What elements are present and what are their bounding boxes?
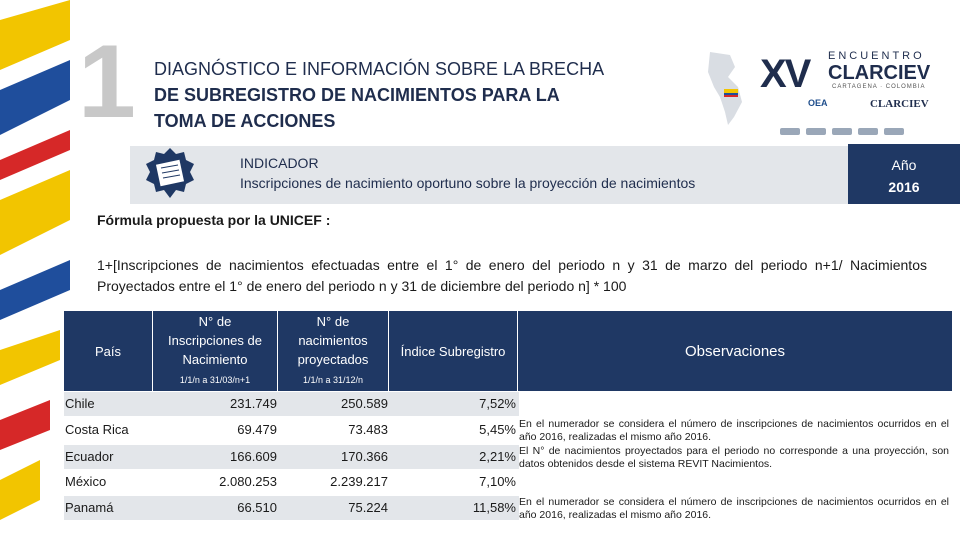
header-nacimientos	[278, 311, 388, 369]
cell-inscripciones: 2.080.253	[219, 474, 277, 489]
cell-inscripciones: 66.510	[237, 500, 277, 515]
cell-indice: 11,58%	[472, 500, 516, 515]
observation-panama: En el numerador se considera el número de inscripciones de nacimientos ocurridos en el año 2016, realizadas el mismo año 2016.	[519, 496, 949, 521]
year-value: 2016	[888, 179, 920, 195]
year-box	[848, 144, 960, 204]
observation-costa-rica: En el numerador se considera el número de inscripciones de nacimientos ocurridos en el año 2016, realizadas el mismo año 2016.	[519, 418, 949, 443]
header-observaciones-label: Observaciones	[684, 342, 786, 360]
header-inscripciones-line1: N° de	[198, 313, 232, 329]
logo-encuentro: ENCUENTRO	[828, 50, 925, 62]
observation-ecuador: El N° de nacimientos proyectados para el periodo no corresponde a una proyección, son datos obtenidos desde el sistema REVIT Nacimientos.	[519, 445, 949, 470]
header-nacimientos-range: 1/1/n a 31/12/n	[278, 369, 388, 391]
logo-numeral: XV	[760, 52, 810, 96]
title-line-2: DE SUBREGISTRO DE NACIMIENTOS PARA LA	[154, 85, 560, 105]
header-indice	[389, 311, 517, 391]
event-logo	[700, 42, 950, 138]
cell-indice: 7,52%	[479, 396, 516, 411]
cell-nacimientos: 73.483	[348, 422, 388, 437]
logo-oea: OEA	[808, 98, 828, 108]
header-pais-label: País	[94, 343, 121, 359]
header-nacimientos-line2: nacimientos	[298, 332, 368, 348]
americas-map-icon	[700, 47, 760, 127]
section-number: 1	[78, 24, 136, 140]
indicator-text: Inscripciones de nacimiento oportuno sobre la proyección de nacimientos	[240, 175, 696, 191]
cell-pais: Costa Rica	[65, 422, 129, 437]
cell-indice: 5,45%	[479, 422, 516, 437]
cell-nacimientos: 170.366	[341, 449, 388, 464]
cell-pais: Ecuador	[65, 449, 114, 464]
header-inscripciones	[153, 311, 277, 369]
cell-inscripciones: 231.749	[230, 396, 277, 411]
indicator-label: INDICADOR	[240, 155, 319, 171]
decorative-stripes	[0, 0, 70, 540]
header-observaciones	[518, 311, 952, 391]
cell-indice: 2,21%	[479, 449, 516, 464]
cell-indice: 7,10%	[479, 474, 516, 489]
header-nacimientos-line1: N° de	[316, 313, 350, 329]
cell-inscripciones: 69.479	[237, 422, 277, 437]
formula-heading: Fórmula propuesta por la UNICEF :	[97, 212, 331, 228]
page-title	[154, 56, 674, 134]
formula-text: 1+[Inscripciones de nacimientos efectuadas entre el 1° de enero del periodo n y 31 de marzo del periodo n+1/ Nacimientos Proyectados entre el 1° de enero del periodo n y 31 de diciembre del periodo n] * 100	[97, 257, 927, 294]
logo-city: CARTAGENA · COLOMBIA	[832, 84, 926, 90]
header-inscripciones-line3: Nacimiento	[182, 351, 248, 367]
sponsor-logos	[780, 120, 950, 132]
cell-pais: Chile	[65, 396, 95, 411]
cell-pais: Panamá	[65, 500, 114, 515]
title-line-3: TOMA DE ACCIONES	[154, 111, 336, 131]
certificate-badge-icon	[142, 146, 198, 202]
header-indice-label: Índice Subregistro	[400, 343, 506, 359]
header-pais	[64, 311, 152, 391]
header-inscripciones-range: 1/1/n a 31/03/n+1	[153, 369, 277, 391]
cell-nacimientos: 250.589	[341, 396, 388, 411]
logo-clarciev-small: CLARCIEV	[870, 98, 929, 110]
header-nacimientos-line3: proyectados	[297, 351, 369, 367]
cell-nacimientos: 2.239.217	[330, 474, 388, 489]
title-line-1: DIAGNÓSTICO E INFORMACIÓN SOBRE LA BRECHA	[154, 59, 605, 79]
header-inscripciones-line2: Inscripciones de	[168, 332, 262, 348]
logo-clarciev: CLARCIEV	[828, 62, 931, 84]
cell-inscripciones: 166.609	[230, 449, 277, 464]
year-label: Año	[891, 157, 917, 173]
cell-pais: México	[65, 474, 107, 489]
cell-nacimientos: 75.224	[348, 500, 388, 515]
